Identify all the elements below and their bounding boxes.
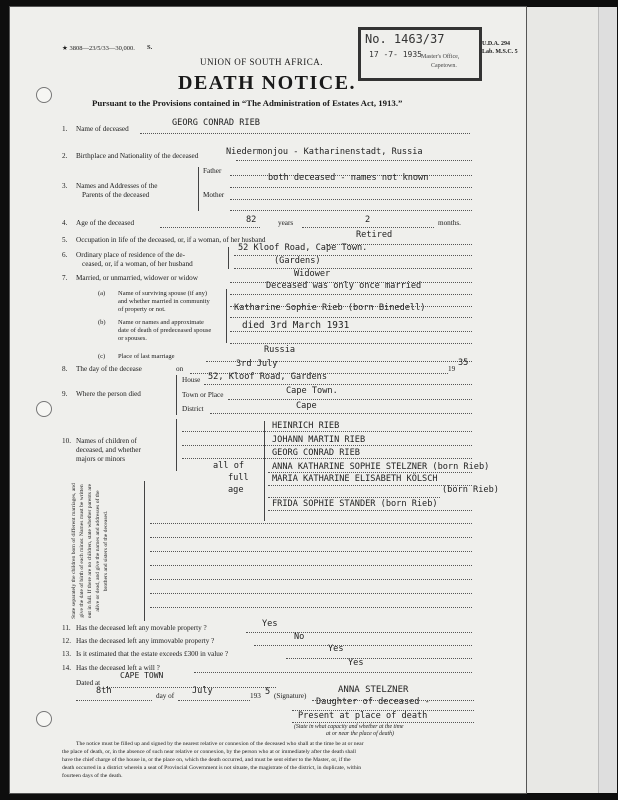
field-value-spouse-predeceased: Katharine Sophie Rieb (born Binedell) — [234, 303, 426, 313]
field-label-parents-2: Parents of the deceased — [82, 191, 150, 199]
field-number: 6. — [62, 251, 68, 259]
field-value-occupation: Retired — [356, 230, 393, 240]
field-label-movable: Has the deceased left any movable property ? — [76, 624, 207, 632]
punch-hole — [36, 711, 52, 727]
on-label: on — [176, 365, 184, 373]
brace — [226, 313, 227, 343]
field-label-children-3: majors or minors — [76, 455, 126, 463]
field-number: 7. — [62, 274, 68, 282]
adjacent-page-edge — [598, 7, 617, 793]
field-number: 14. — [62, 664, 71, 672]
field-label-place-of-death: Where the person died — [76, 390, 141, 398]
field-number: 5. — [62, 236, 68, 244]
field-value-district: Cape — [296, 401, 317, 411]
field-value-birthplace: Niedermonjou - Katharinenstadt, Russia — [226, 147, 423, 157]
field-label-spouse-surviving: Name of surviving spouse (if any) — [118, 290, 207, 297]
corner-code-1: U.D.A. 294 — [482, 41, 510, 47]
field-label-age: Age of the deceased — [76, 219, 135, 227]
field-number: 3. — [62, 182, 68, 190]
field-dotted-line — [268, 510, 472, 511]
field-value-name: GEORG CONRAD RIEB — [172, 118, 260, 128]
field-dotted-line — [292, 722, 474, 723]
child-name: HEINRICH RIEB — [272, 421, 340, 431]
stamp-date: 17 -7- 1935 — [369, 50, 422, 59]
years-label: years — [278, 219, 294, 227]
house-label: House — [182, 376, 201, 384]
field-dotted-line — [234, 268, 472, 269]
country-heading: UNION OF SOUTH AFRICA. — [200, 57, 324, 67]
print-code: S. — [147, 44, 153, 51]
field-number: 1. — [62, 125, 68, 133]
field-value-residence-2: (Gardens) — [274, 256, 321, 266]
field-dotted-line — [230, 210, 472, 211]
field-dotted-line — [228, 399, 472, 400]
field-label-name: Name of deceased — [76, 125, 129, 133]
field-dotted-line — [234, 255, 472, 256]
print-reference: ★ 3808—23/5/33—30,000. — [62, 45, 135, 52]
town-label: Town or Place — [182, 391, 224, 399]
field-dotted-line — [286, 658, 472, 659]
field-number: 4. — [62, 219, 68, 227]
brace — [176, 419, 177, 471]
field-dotted-line — [204, 384, 472, 385]
field-dotted-line — [150, 579, 472, 580]
footer-instructions-3: have the chief charge of the house in, or the place on, which the death occurred, and must be sent either to the Master, or, if the — [62, 757, 351, 763]
field-dotted-line — [230, 343, 472, 344]
brace — [198, 167, 199, 211]
field-number: 9. — [62, 390, 68, 398]
field-dotted-line — [106, 687, 276, 688]
field-value-residence: 52 Kloof Road, Cape Town. — [238, 243, 368, 253]
children-instructions-box — [130, 481, 145, 621]
field-dotted-line — [76, 700, 152, 701]
child-name-note: (born Rieb) — [442, 485, 499, 495]
footer-instructions-4: death occurred in a district wherein a seat of Provincial Government is not situate, the magistrate of the district, in duplicate, within — [62, 765, 362, 771]
field-label-spouse-predeceased-3: or spouses. — [118, 335, 147, 342]
field-dotted-line — [254, 645, 472, 646]
field-number: 8. — [62, 365, 68, 373]
punch-hole — [36, 401, 52, 417]
footer-instructions: The notice must be filled up and signed by the nearest relative or connexion of the deceased who shall at the time be at or near — [76, 741, 364, 747]
field-value-age-months: 2 — [365, 215, 371, 225]
field-value-will: Yes — [348, 658, 364, 668]
field-dotted-line — [150, 537, 472, 538]
brace — [226, 289, 227, 313]
children-age-note: all of — [213, 461, 245, 471]
form-subtitle: Pursuant to the Provisions contained in “The Administration of Estates Act, 1913.” — [92, 98, 403, 108]
field-value-day-of-death: 3rd July — [236, 359, 278, 369]
sub-letter: (c) — [98, 353, 106, 360]
field-value-parents: both deceased - names not known — [268, 173, 429, 183]
child-name: FRIDA SOPHIE STANDER (born Rieb) — [272, 499, 438, 509]
death-notice-form — [10, 7, 526, 793]
field-dotted-line — [182, 431, 472, 432]
footer-instructions-2: the place of death, or, in the absence of such near relative or connexion, by the person who at or immediately after the death shall — [62, 749, 356, 755]
field-label-residence: Ordinary place of residence of the de- — [76, 251, 185, 259]
field-label-children: Names of children of — [76, 437, 137, 445]
page-title: DEATH NOTICE. — [178, 72, 357, 94]
field-dotted-line — [160, 227, 260, 228]
field-value-house: 52, Kloof Road, Gardens — [208, 372, 327, 382]
child-name: ANNA KATHARINE SOPHIE STELZNER (born Rieb) — [272, 462, 490, 472]
field-value-year: 35 — [458, 358, 469, 368]
mother-label: Mother — [203, 191, 225, 199]
field-label-birthplace: Birthplace and Nationality of the deceased — [76, 152, 199, 160]
child-name: MARIA KATHARINE ELISABETH KÖLSCH — [272, 474, 438, 484]
field-label-spouse-surviving-3: of property or not. — [118, 306, 166, 313]
field-number: 12. — [62, 637, 71, 645]
dated-at-label: Dated at — [76, 679, 101, 687]
field-label-spouse-surviving-2: and whether married in community — [118, 298, 210, 305]
field-label-residence-2: ceased, or, if a woman, of her husband — [82, 260, 193, 268]
field-label-immovable: Has the deceased left any immovable property ? — [76, 637, 215, 645]
field-value-immovable: No — [294, 632, 305, 642]
field-value-spouse-predeceased-2: died 3rd March 1931 — [242, 320, 350, 331]
field-value-last-marriage: Russia — [264, 345, 296, 355]
corner-code-2: Lab. M.S.C. 5 — [482, 49, 518, 55]
field-dotted-line — [268, 485, 472, 486]
signer-capacity-2: Present at place of death — [298, 711, 428, 721]
field-value-age-years: 82 — [246, 215, 257, 225]
day-of-label: day of — [156, 692, 175, 700]
signature-label: (Signature) — [274, 692, 307, 700]
months-label: months. — [438, 219, 461, 227]
dated-day: 8th — [96, 686, 112, 696]
field-number: 2. — [62, 152, 68, 160]
field-dotted-line — [150, 593, 472, 594]
field-dotted-line — [140, 133, 470, 134]
field-label-children-2: deceased, and whether — [76, 446, 141, 454]
field-value-town: Cape Town. — [286, 386, 338, 396]
field-value-spouse-surviving: Deceased was only once married — [266, 281, 422, 291]
children-age-note-2: full — [228, 473, 249, 483]
field-dotted-line — [268, 472, 472, 473]
dated-century: 193 — [250, 692, 261, 700]
field-value-estate: Yes — [328, 644, 344, 654]
capacity-note-2: at or near the place of death) — [326, 731, 394, 737]
punch-hole — [36, 87, 52, 103]
brace — [264, 421, 265, 521]
child-name: JOHANN MARTIN RIEB — [272, 435, 366, 445]
capacity-note: (State in what capacity and whether at the time — [294, 724, 404, 730]
field-label-estate: Is it estimated that the estate exceeds £300 in value ? — [76, 650, 229, 658]
field-label-occupation: Occupation in life of the deceased, or, if a woman, of her husband — [76, 236, 266, 244]
field-dotted-line — [236, 160, 472, 161]
signature-value: ANNA STELZNER — [338, 685, 409, 695]
field-label-day-of-death: The day of the decease — [76, 365, 142, 373]
signer-capacity: Daughter of deceased - — [316, 697, 430, 707]
sub-letter: (b) — [98, 319, 106, 326]
field-dotted-line — [210, 413, 472, 414]
field-dotted-line — [182, 458, 472, 459]
field-number: 11. — [62, 624, 71, 632]
field-label-spouse-predeceased-2: date of death of predeceased spouse — [118, 327, 212, 334]
field-dotted-line — [230, 199, 472, 200]
field-dotted-line — [150, 523, 472, 524]
brace — [228, 247, 229, 269]
field-dotted-line — [178, 700, 250, 701]
child-name: GEORG CONRAD RIEB — [272, 448, 360, 458]
stamp-city: Capetown. — [431, 63, 457, 69]
field-dotted-line — [268, 497, 440, 498]
field-label-spouse-predeceased: Name or names and approximate — [118, 319, 204, 326]
field-label-last-marriage: Place of last marriage — [118, 353, 175, 360]
field-value-movable: Yes — [262, 619, 278, 629]
field-dotted-line — [230, 294, 472, 295]
masters-office-stamp — [358, 27, 482, 81]
footer-instructions-5: fourteen days of the death. — [62, 773, 123, 779]
field-dotted-line — [150, 551, 472, 552]
father-label: Father — [203, 167, 222, 175]
field-label-marital: Married, or unmarried, widower or widow — [76, 274, 198, 282]
field-label-parents: Names and Addresses of the — [76, 182, 158, 190]
field-dotted-line — [230, 317, 472, 318]
sub-letter: (a) — [98, 290, 106, 297]
brace — [176, 375, 177, 415]
field-number: 10. — [62, 437, 71, 445]
field-dotted-line — [246, 632, 472, 633]
century-label: 19 — [448, 365, 456, 373]
field-value-marital: Widower — [294, 269, 331, 279]
field-dotted-line — [230, 331, 472, 332]
district-label: District — [182, 405, 204, 413]
dated-at-place: CAPE TOWN — [120, 671, 164, 680]
children-age-note-3: age — [228, 485, 244, 495]
stamp-office: Master's Office, — [421, 54, 460, 60]
field-dotted-line — [150, 565, 472, 566]
field-number: 13. — [62, 650, 71, 658]
dated-year: 5 — [265, 687, 271, 697]
dated-month: July — [192, 686, 213, 696]
field-dotted-line — [150, 607, 472, 608]
field-dotted-line — [302, 227, 434, 228]
field-dotted-line — [182, 445, 472, 446]
stamp-number: No. 1463/37 — [365, 32, 445, 46]
field-dotted-line — [230, 187, 472, 188]
children-instructions: State separately the children born of different marriages, and give the date of birth of each minor. Names must be written out in full. If there are no children, state whether parents are alive or dead, and give the names and addresses of the brothers and sisters of the deceased. — [71, 483, 109, 619]
field-dotted-line — [194, 672, 472, 673]
field-label-will: Has the deceased left a will ? — [76, 664, 160, 672]
